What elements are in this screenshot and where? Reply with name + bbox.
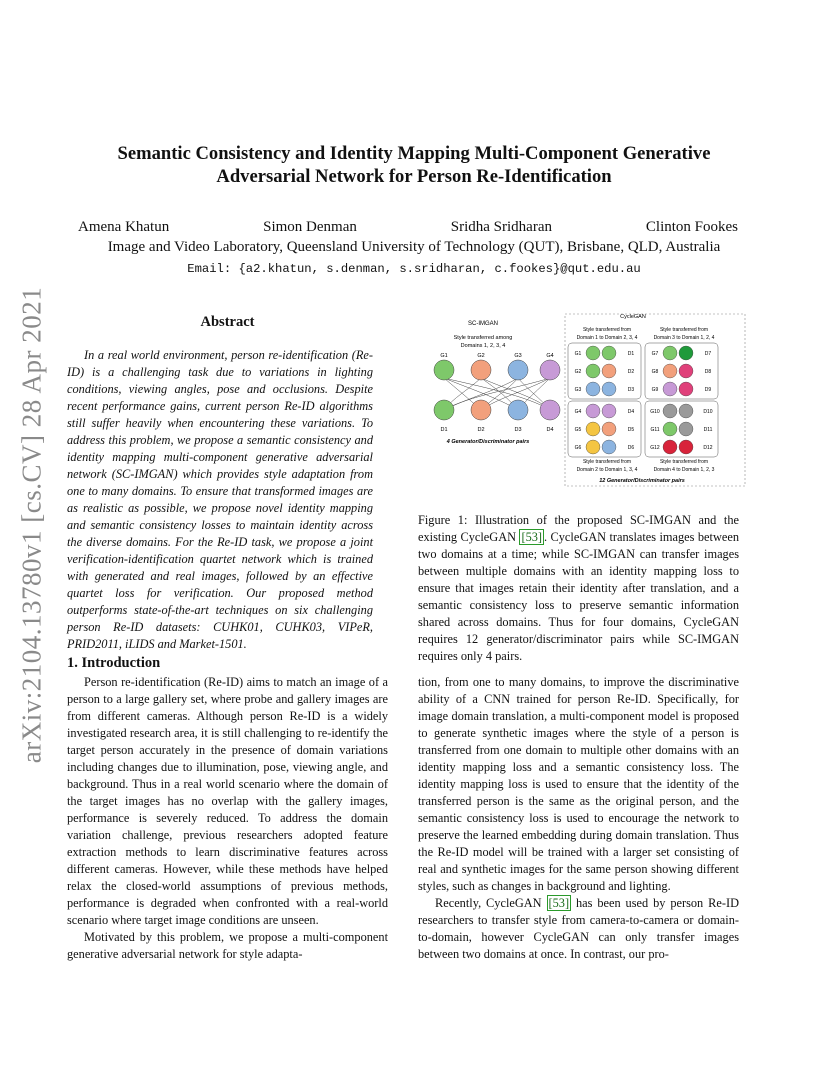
cg-disc-label: D7 xyxy=(704,351,712,357)
cg-gen-label: G8 xyxy=(651,369,659,375)
cg-node xyxy=(602,364,616,378)
cg-q3-caption-a: Style transferred from xyxy=(582,459,632,465)
abstract-text: In a real world environment, person re-identification (Re-ID) is a challenging task due to variations in lighting conditions, viewing angles, pose and occlusions. Despite recent performance gains, current person Re-ID algorithms still suffer heavily when encountering these variations. To address this problem, we propose a semantic consistency and identity mapping multi-component generative adversarial network (SC-IMGAN) which provides style adaptation from one to many domains. To ensure that transformed images are as realistic as possible, we propose novel identity mapping and semantic consistency losses to maintain identity across the diverse domains. For the Re-ID task, we propose a joint verification-identification quartet network which is trained with generated and real images, followed by an effective quartet loss for verification. Our proposed method outperforms state-of-the-art techniques on six challenging person Re-ID datasets: CUHK01, CUHK03, VIPeR, PRID2011, iLIDS and Market-1501. xyxy=(67,348,373,651)
intro-paragraph-1: Person re-identification (Re-ID) aims to match an image of a person to a large gallery set, where probe and gallery images are from different cameras. Although person Re-ID is a widely investigated research area, it is still challenging to re-identify the target person accurately in the presence of domain variations including changes due to illumination, pose, viewing angle, and background. Thus in a real world scenario where the domain of the target images has no overlap with the gallery images, performance is severely reduced. To address the domain variation challenge, previous researchers adopted feature extraction methods to learn discriminative features across different cameras. However, while these methods have helped relax the closed-world assumptions of previous methods, performance is degraded when confronted with a real-world scenario where target image conditions are unseen. xyxy=(67,675,388,927)
cg-gen-label: G7 xyxy=(651,351,659,357)
cg-gen-label: G5 xyxy=(574,427,582,433)
sc-disc-label: D1 xyxy=(440,427,448,433)
abstract-body xyxy=(67,347,388,653)
cg-gen-label: G3 xyxy=(574,387,582,393)
title-line-2: Adversarial Network for Person Re-Identification xyxy=(216,166,612,187)
cg-q4-caption-b: Domain 4 to Domain 1, 2, 3 xyxy=(653,467,715,473)
author-2: Simon Denman xyxy=(263,219,357,235)
cg-gen-label: G4 xyxy=(574,409,582,415)
affiliation: Image and Video Laboratory, Queensland University of Technology (QUT), Brisbane, QLD, Australia xyxy=(107,239,721,255)
cg-node xyxy=(586,422,600,436)
cg-q3-caption-b: Domain 2 to Domain 1, 3, 4 xyxy=(576,467,638,473)
sc-disc-label: D3 xyxy=(514,427,522,433)
cg-disc-label: D10 xyxy=(703,409,713,415)
cg-node xyxy=(602,404,616,418)
caption-text-a: Figure 1: Illustration of the proposed SC-IMGAN and the existing CycleGAN xyxy=(418,513,739,544)
right-p2-text-a: Recently, CycleGAN xyxy=(435,896,547,910)
cg-node xyxy=(663,364,677,378)
cg-gen-label: G12 xyxy=(650,445,660,451)
cg-gen-label: G1 xyxy=(574,351,582,357)
citation-link[interactable]: [53] xyxy=(548,896,570,910)
sc-gen-node-g2 xyxy=(471,360,491,380)
cg-q2-rows xyxy=(652,346,712,396)
sc-gen-node-g1 xyxy=(434,360,454,380)
sc-gen-label: G4 xyxy=(546,353,554,359)
sc-generator-nodes xyxy=(434,360,560,380)
cg-node xyxy=(602,422,616,436)
right-paragraph-1: tion, from one to many domains, to improve the discriminative ability of a CNN trained for person Re-ID. Specifically, for image domain translation, a multi-component model is proposed to generate synthetic images where the style of a person is transferred from one domain to multiple other domains with an identity mapping loss and a semantic consistency loss. The identity mapping loss is used to ensure that the identity of the transferred person is the same as the original person, and the semantic consistency loss is used to encourage the network to preserve the learned embedding during domain translation. Thus the Re-ID model will be trained with a larger set consisting of real and synthetic images for the same person showing different styles, such as changes in background and lighting. xyxy=(418,675,739,893)
sc-title: SC-IMGAN xyxy=(468,321,498,327)
cg-disc-label: D5 xyxy=(627,427,635,433)
introduction-body xyxy=(67,674,388,963)
intro-paragraph-2: Motivated by this problem, we propose a multi-component generative adversarial network for style adapta- xyxy=(67,930,388,961)
sc-disc-node-d1 xyxy=(434,400,454,420)
cg-gen-label: G2 xyxy=(574,369,582,375)
sc-gen-label: G3 xyxy=(514,353,522,359)
sc-gen-label: G1 xyxy=(440,353,448,359)
abstract-heading: Abstract xyxy=(200,314,255,330)
sc-gen-node-g3 xyxy=(508,360,528,380)
cg-q1-rows xyxy=(575,346,635,396)
arxiv-identifier: arXiv:2104.13780v1 [cs.CV] 28 Apr 2021 xyxy=(16,286,47,764)
cg-q2-caption-b: Domain 3 to Domain 1, 2, 4 xyxy=(653,335,715,341)
right-column-body xyxy=(418,674,739,963)
sc-cross-arrows xyxy=(444,378,550,410)
cg-node xyxy=(679,382,693,396)
cg-node xyxy=(679,404,693,418)
cg-q2-caption-a: Style transferred from xyxy=(659,327,709,333)
cg-q4-caption-a: Style transferred from xyxy=(659,459,709,465)
email-line: Email: {a2.khatun, s.denman, s.sridharan, c.fookes}@qut.edu.au xyxy=(187,262,641,276)
cg-node xyxy=(663,422,677,436)
cg-q1-caption-a: Style transferred from xyxy=(582,327,632,333)
cg-node xyxy=(679,346,693,360)
citation-link[interactable]: [53] xyxy=(521,530,543,544)
cg-node xyxy=(663,404,677,418)
sc-gen-node-g4 xyxy=(540,360,560,380)
section-heading-introduction: 1. Introduction xyxy=(67,655,161,671)
cg-disc-label: D4 xyxy=(627,409,635,415)
author-3: Sridha Sridharan xyxy=(450,219,552,235)
sc-generator-labels xyxy=(440,353,553,359)
author-4: Clinton Fookes xyxy=(645,219,738,235)
cg-node xyxy=(602,382,616,396)
right-paragraph-2 xyxy=(418,895,739,963)
cg-disc-label: D12 xyxy=(703,445,713,451)
sc-subtitle-2: Domains 1, 2, 3, 4 xyxy=(460,343,506,349)
cg-disc-label: D9 xyxy=(704,387,712,393)
sc-disc-label: D2 xyxy=(477,427,485,433)
cg-node xyxy=(663,440,677,454)
sc-disc-label: D4 xyxy=(546,427,554,433)
cg-q1-caption-b: Domain 1 to Domain 2, 3, 4 xyxy=(576,335,638,341)
cg-node xyxy=(679,422,693,436)
right-p2-text-b: has been used by person Re-ID researchers to transfer style from camera-to-camera or domain-to-domain, however CycleGAN can only transfer images between two domains at once. In contrast, our pro- xyxy=(418,896,739,961)
cg-node xyxy=(586,346,600,360)
cg-gen-label: G11 xyxy=(650,427,660,433)
cg-disc-label: D11 xyxy=(703,427,713,433)
cg-disc-label: D2 xyxy=(627,369,635,375)
cg-node xyxy=(679,440,693,454)
cg-node xyxy=(586,364,600,378)
cg-node xyxy=(679,364,693,378)
cg-pairs-label: 12 Generator/Discriminator pairs xyxy=(599,478,685,484)
cg-node xyxy=(602,440,616,454)
caption-text-b: . CycleGAN translates images between two domains at a time; while SC-IMGAN can transfer images between multiple domains with an identity mapping loss to ensure that images retain their identity after translation, and a semantic consistency loss to preserve semantic information shared across domains. Thus for four domains, CycleGAN requires 12 generator/discriminator pairs while SC-IMGAN requires only 4 pairs. xyxy=(418,530,740,663)
cg-node xyxy=(602,346,616,360)
cg-node xyxy=(663,382,677,396)
sc-disc-node-d2 xyxy=(471,400,491,420)
cg-disc-label: D8 xyxy=(704,369,712,375)
figure-1-caption xyxy=(418,512,739,665)
cg-node xyxy=(586,404,600,418)
cg-q4-rows xyxy=(650,404,713,454)
sc-pairs-label: 4 Generator/Discriminator pairs xyxy=(446,439,530,445)
sc-disc-node-d4 xyxy=(540,400,560,420)
cg-node xyxy=(663,346,677,360)
author-list xyxy=(78,219,738,236)
title-line-1: Semantic Consistency and Identity Mapping Multi-Component Generative xyxy=(117,143,711,164)
cg-gen-label: G10 xyxy=(650,409,660,415)
figure-1-svg xyxy=(428,310,746,492)
sc-discriminator-labels xyxy=(440,427,553,433)
cg-gen-label: G9 xyxy=(651,387,659,393)
sc-disc-node-d3 xyxy=(508,400,528,420)
cg-disc-label: D1 xyxy=(627,351,635,357)
cg-disc-label: D6 xyxy=(627,445,635,451)
cg-title: CycleGAN xyxy=(620,314,646,320)
sc-discriminator-nodes xyxy=(434,400,560,420)
cg-disc-label: D3 xyxy=(627,387,635,393)
cg-gen-label: G6 xyxy=(574,445,582,451)
figure-1-diagram xyxy=(428,310,746,492)
author-1: Amena Khatun xyxy=(78,219,170,235)
sc-subtitle-1: Style transferred among xyxy=(453,335,513,341)
sc-gen-label: G2 xyxy=(477,353,485,359)
cg-node xyxy=(586,440,600,454)
cg-q3-rows xyxy=(575,404,635,454)
cg-node xyxy=(586,382,600,396)
paper-title xyxy=(60,142,768,188)
